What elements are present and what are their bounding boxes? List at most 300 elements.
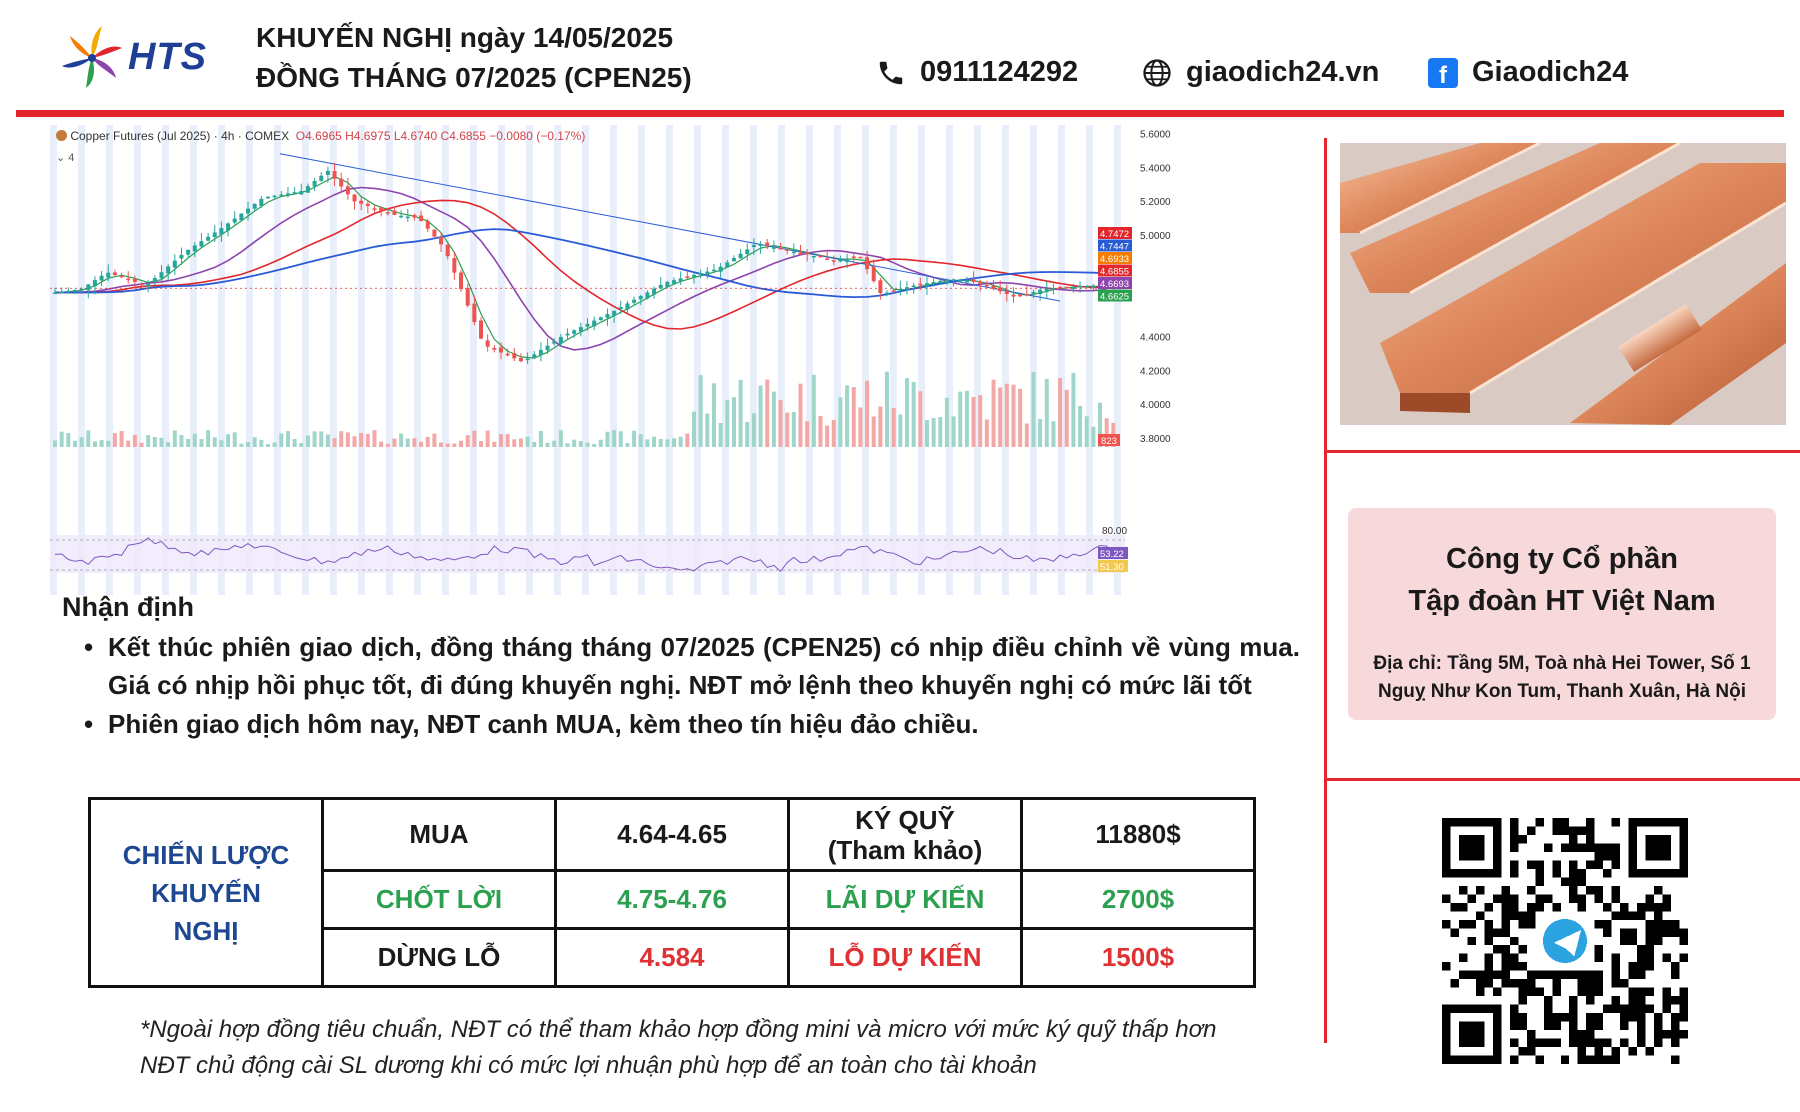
volume-bar: [472, 431, 476, 447]
price-tick: 5.0000: [1140, 231, 1171, 242]
candle-body: [952, 279, 956, 281]
volume-bar: [925, 420, 929, 447]
candle-body: [679, 278, 683, 281]
copper-bars-image: [1340, 143, 1786, 425]
candle-body: [625, 303, 629, 309]
volume-bar: [366, 434, 370, 447]
analysis-list: [78, 628, 1300, 744]
volume-bar: [832, 420, 836, 447]
volume-bar: [998, 388, 1002, 447]
price-label: 4.6855: [1100, 266, 1130, 278]
candle-body: [326, 171, 330, 175]
volume-bar: [985, 420, 989, 447]
chart-ohlc: O4.6965 H4.6975 L4.6740 C4.6855 −0.0080 (−0.17%): [295, 129, 586, 143]
candle-body: [146, 284, 150, 287]
volume-bar: [918, 391, 922, 447]
candle-body: [878, 280, 882, 293]
candle-body: [685, 276, 689, 278]
candle-body: [206, 237, 210, 241]
candle-body: [199, 241, 203, 247]
volume-bar: [699, 375, 703, 447]
candle-body: [838, 260, 842, 262]
take-profit-price: 4.75-4.76: [556, 871, 789, 929]
candle-body: [1051, 288, 1055, 290]
side-divider: [1324, 138, 1327, 1043]
candle-body: [459, 272, 463, 289]
company-address: [1360, 650, 1764, 706]
volume-bar: [712, 383, 716, 447]
volume-bar: [359, 433, 363, 447]
price-chart: [50, 125, 1300, 595]
facebook-icon: f: [1428, 58, 1458, 88]
candle-body: [579, 327, 583, 332]
chart-symbol-text: Copper Futures (Jul 2025) · 4h · COMEX: [70, 129, 290, 143]
candle-body: [140, 284, 144, 286]
candle-body: [333, 171, 337, 179]
price-tick: 4.0000: [1140, 400, 1171, 412]
volume-bar: [958, 392, 962, 447]
candle-body: [605, 314, 609, 318]
volume-bar: [1012, 385, 1016, 447]
price-tick: 5.4000: [1140, 163, 1171, 175]
volume-bar: [379, 442, 383, 447]
volume-bar: [459, 441, 463, 447]
candle-body: [818, 255, 822, 257]
report-title: KHUYẾN NGHỊ ngày 14/05/2025: [256, 22, 674, 53]
candle-body: [665, 282, 669, 287]
candle-body: [373, 208, 377, 210]
phone-icon: [876, 58, 906, 88]
volume-bar: [213, 437, 217, 447]
candle-body: [865, 257, 869, 269]
volume-bar: [273, 442, 277, 447]
volume-bar: [652, 437, 656, 447]
candle-body: [526, 359, 530, 361]
volume-bar: [812, 375, 816, 447]
volume-bar: [246, 442, 250, 447]
candle-body: [193, 245, 197, 251]
volume-bar: [60, 432, 64, 447]
candle-body: [1018, 294, 1022, 296]
candle-body: [905, 287, 909, 290]
volume-bar: [532, 442, 536, 447]
candle-body: [439, 237, 443, 245]
volume-bar: [605, 432, 609, 447]
volume-bar: [219, 440, 223, 447]
candle-body: [412, 215, 416, 218]
candle-body: [219, 228, 223, 234]
volume-bar: [173, 430, 177, 447]
candle-body: [1058, 287, 1062, 289]
volume-bar: [133, 435, 137, 447]
volume-bar: [592, 444, 596, 447]
volume-bar: [392, 439, 396, 447]
volume-bar: [619, 431, 623, 447]
candle-body: [239, 214, 243, 221]
candle-body: [546, 346, 550, 351]
footnote-line2: NĐT chủ động cài SL dương khi có mức lợi nhuận phù hợp để an toàn cho tài khoản: [140, 1052, 1037, 1079]
candle-body: [353, 195, 357, 202]
volume-bar: [872, 416, 876, 447]
candle-body: [739, 254, 743, 259]
strategy-table: [88, 797, 1256, 988]
volume-bar: [166, 442, 170, 447]
volume-bar: [466, 435, 470, 447]
candle-body: [80, 289, 84, 291]
volume-bar: [306, 436, 310, 447]
volume-bar: [492, 442, 496, 447]
candle-body: [1005, 291, 1009, 294]
volume-bar: [506, 434, 510, 447]
analysis-heading: Nhận định: [62, 592, 194, 622]
candle-body: [379, 208, 383, 211]
candle-body: [692, 275, 696, 277]
candle-body: [299, 191, 303, 194]
candle-body: [745, 249, 749, 254]
volume-bar: [645, 439, 649, 447]
candle-body: [566, 334, 570, 336]
company-name: [1348, 538, 1776, 622]
candle-body: [1031, 292, 1035, 294]
candle-body: [466, 288, 470, 306]
candle-body: [133, 279, 137, 282]
buy-action: MUA: [323, 799, 556, 871]
volume-bar: [878, 407, 882, 447]
candle-body: [719, 267, 723, 272]
volume-bar: [526, 437, 530, 447]
stop-loss-action: DỪNG LỖ: [323, 929, 556, 987]
volume-bar: [759, 386, 763, 447]
candle-body: [100, 276, 104, 281]
volume-bar: [1031, 372, 1035, 447]
candle-body: [166, 266, 170, 273]
volume-bar: [852, 387, 856, 447]
volume-bar: [659, 439, 663, 447]
candle-body: [479, 321, 483, 339]
candle-body: [66, 291, 70, 293]
candle-body: [306, 186, 310, 193]
volume-bar: [399, 434, 403, 447]
price-tick: 5.2000: [1140, 197, 1171, 209]
volume-bar: [1051, 421, 1055, 447]
facebook-link[interactable]: [1428, 56, 1628, 89]
volume-bar: [965, 391, 969, 447]
candle-body: [346, 186, 350, 194]
volume-bar: [373, 430, 377, 447]
candle-body: [965, 281, 969, 283]
indicator-count: 4: [68, 152, 75, 164]
volume-bar: [293, 439, 297, 447]
candle-body: [705, 271, 709, 275]
side-divider-1: [1327, 450, 1800, 453]
candle-body: [552, 341, 556, 343]
company-address-line1: Địa chỉ: Tầng 5M, Toà nhà Hei Tower, Số 1: [1373, 653, 1751, 674]
candle-body: [938, 281, 942, 283]
candle-body: [366, 204, 370, 206]
candle-body: [313, 181, 317, 187]
volume-bar: [153, 437, 157, 447]
volume-bar: [353, 436, 357, 447]
volume-bar: [725, 400, 729, 447]
candle-body: [732, 258, 736, 261]
facebook-text: Giaodich24: [1472, 56, 1629, 88]
volume-bar: [938, 417, 942, 447]
candle-body: [1071, 286, 1075, 289]
logo-text: HTS: [128, 36, 207, 78]
volume-bar: [406, 438, 410, 447]
candle-body: [645, 292, 649, 298]
volume-bar: [772, 392, 776, 447]
volume-bar: [779, 400, 783, 447]
price-tick: 4.4000: [1140, 332, 1171, 344]
candle-body: [772, 247, 776, 249]
candle-body: [672, 280, 676, 284]
volume-bar: [765, 380, 769, 447]
candle-body: [885, 293, 889, 295]
volume-bar: [898, 414, 902, 447]
volume-bar: [599, 440, 603, 447]
volume-bar: [612, 430, 616, 447]
qr-code[interactable]: [1442, 818, 1688, 1064]
volume-bar: [785, 413, 789, 447]
volume-bar: [113, 433, 117, 447]
volume-bar: [339, 431, 343, 447]
candle-body: [492, 348, 496, 350]
candle-body: [918, 284, 922, 286]
volume-bar: [179, 435, 183, 447]
expected-profit-label: LÃI DỰ KIẾN: [789, 871, 1022, 929]
volume-bar: [1005, 384, 1009, 447]
volume-bar: [805, 421, 809, 447]
candle-body: [499, 348, 503, 353]
volume-bar: [452, 444, 456, 447]
price-label: 4.6625: [1100, 291, 1130, 303]
chart-symbol: [56, 129, 585, 143]
candle-body: [486, 340, 490, 346]
volume-bar: [845, 385, 849, 447]
volume-bar: [160, 438, 164, 447]
volume-bar: [386, 444, 390, 447]
candle-body: [472, 304, 476, 322]
volume-bar: [685, 434, 689, 447]
candle-body: [639, 296, 643, 299]
volume-bar: [106, 441, 110, 447]
candle-body: [179, 255, 183, 259]
candle-body: [992, 285, 996, 288]
volume-bar: [752, 413, 756, 447]
candle-body: [60, 292, 64, 294]
volume-bar: [1038, 419, 1042, 447]
candle-body: [86, 284, 90, 290]
margin-label: KÝ QUỸ (Tham khảo): [789, 799, 1022, 871]
candle-body: [1038, 290, 1042, 294]
candle-body: [173, 261, 177, 268]
expected-profit-amount: 2700$: [1022, 871, 1255, 929]
volume-bar: [672, 438, 676, 447]
volume-bar: [625, 443, 629, 447]
volume-bar: [992, 380, 996, 447]
volume-bar: [486, 430, 490, 447]
candle-body: [845, 259, 849, 262]
volume-bar: [566, 443, 570, 447]
price-tick: 4.2000: [1140, 366, 1171, 378]
volume-bar: [233, 432, 237, 447]
candle-body: [925, 283, 929, 286]
candle-body: [725, 262, 729, 267]
candle-body: [1065, 287, 1069, 289]
candle-body: [832, 260, 836, 262]
candle-body: [233, 219, 237, 223]
candle-body: [932, 282, 936, 284]
stop-loss-price: 4.584: [556, 929, 789, 987]
candle-body: [286, 193, 290, 195]
volume-bar: [719, 423, 723, 447]
candle-body: [73, 290, 77, 292]
price-label: 4.6693: [1100, 279, 1130, 290]
candle-body: [293, 192, 297, 194]
candle-body: [985, 285, 989, 287]
candle-body: [419, 216, 423, 221]
volume-bar: [692, 412, 696, 447]
candle-body: [659, 285, 663, 289]
volume-bar: [1071, 373, 1075, 447]
candle-body: [446, 245, 450, 256]
candle-body: [399, 216, 403, 218]
volume-bar: [739, 380, 743, 447]
volume-bar: [439, 443, 443, 447]
candle-body: [93, 280, 97, 286]
globe-icon: [1142, 58, 1172, 88]
candle-body: [805, 252, 809, 254]
volume-bar: [259, 440, 263, 447]
volume-bar: [1065, 390, 1069, 447]
volume-bar: [479, 441, 483, 447]
volume-bar: [705, 414, 709, 447]
candle-body: [359, 201, 363, 204]
volume-bar: [799, 384, 803, 447]
candle-body: [426, 221, 430, 229]
volume-bar: [73, 441, 77, 447]
website-link[interactable]: [1142, 56, 1379, 89]
candle-body: [259, 199, 263, 206]
candle-body: [386, 212, 390, 214]
company-name-line1: Công ty Cổ phần: [1446, 543, 1678, 575]
volume-bar: [432, 434, 436, 447]
candle-body: [126, 279, 130, 281]
candle-body: [160, 272, 164, 278]
price-tick: 5.6000: [1140, 129, 1171, 141]
chevron-down-icon: ⌄: [56, 152, 66, 164]
volume-bar: [1085, 416, 1089, 447]
volume-bar: [818, 416, 822, 447]
volume-bar: [239, 444, 243, 447]
candle-body: [512, 353, 516, 358]
candle-body: [113, 272, 117, 275]
volume-bar: [206, 430, 210, 447]
volume-bar: [226, 434, 230, 447]
candle-body: [972, 279, 976, 282]
candle-body: [120, 276, 124, 278]
footnote-line1: *Ngoài hợp đồng tiêu chuẩn, NĐT có thể tham khảo hợp đồng mini và micro với mức ký quỹ thấp hơn: [140, 1016, 1217, 1043]
candle-body: [799, 253, 803, 255]
candle-body: [519, 358, 523, 361]
candle-body: [892, 290, 896, 292]
candle-body: [945, 280, 949, 283]
candle-body: [253, 204, 257, 209]
volume-bar: [126, 441, 130, 447]
table-row-buy: [90, 799, 1255, 871]
candle-body: [532, 354, 536, 358]
take-profit-action: CHỐT LỜI: [323, 871, 556, 929]
candle-body: [213, 232, 217, 237]
price-label: 4.6933: [1100, 254, 1130, 265]
candle-body: [1012, 295, 1016, 297]
volume-bar: [519, 439, 523, 447]
volume-bar: [253, 437, 257, 447]
volume-bar: [932, 418, 936, 447]
margin-amount: 11880$: [1022, 799, 1255, 871]
candle-body: [759, 244, 763, 246]
volume-bar: [1025, 424, 1029, 447]
candle-body: [53, 293, 57, 295]
candle-body: [559, 337, 563, 344]
volume-bar: [905, 378, 909, 447]
volume-bar: [732, 397, 736, 447]
volume-label: 823: [1101, 436, 1117, 447]
company-address-line2: Nguỵ Như Kon Tum, Thanh Xuân, Hà Nội: [1377, 681, 1747, 702]
candle-body: [1025, 294, 1029, 296]
volume-bar: [1018, 389, 1022, 447]
volume-bar: [66, 433, 70, 447]
volume-bar: [346, 432, 350, 447]
volume-bar: [572, 440, 576, 447]
volume-bar: [266, 444, 270, 447]
volume-bar: [499, 434, 503, 447]
volume-bar: [639, 434, 643, 447]
candle-body: [1091, 286, 1095, 288]
candle-body: [998, 288, 1002, 292]
volume-bar: [1045, 379, 1049, 447]
candle-body: [592, 321, 596, 327]
analysis-point-1: • Kết thúc phiên giao dịch, đồng tháng tháng 07/2025 (CPEN25) có nhịp điều chỉnh về vùng mua. Giá có nhịp hồi phục tốt, đi đúng khuyến nghị. NĐT mở lệnh theo khuyến nghị có mức lãi tốt: [78, 628, 1300, 704]
candle-body: [432, 230, 436, 237]
phone-contact[interactable]: [876, 56, 1078, 89]
phone-number: 0911124292: [920, 56, 1079, 88]
volume-bar: [972, 397, 976, 447]
volume-bar: [193, 434, 197, 447]
volume-bar: [286, 431, 290, 447]
volume-bar: [679, 437, 683, 447]
price-tick: 3.8000: [1140, 434, 1171, 446]
candle-body: [319, 176, 323, 181]
volume-bar: [579, 441, 583, 447]
volume-bar: [100, 440, 104, 447]
volume-bar: [80, 437, 84, 447]
candle-body: [1078, 286, 1082, 288]
candle-body: [779, 248, 783, 250]
volume-bar: [865, 381, 869, 447]
candle-body: [226, 223, 230, 230]
volume-bar: [419, 442, 423, 447]
volume-bar: [952, 416, 956, 447]
copper-symbol-icon: [56, 130, 67, 141]
candle-body: [619, 307, 623, 309]
chart-indicator-toggle[interactable]: [56, 151, 74, 164]
candle-body: [392, 211, 396, 215]
candle-body: [852, 256, 856, 258]
volume-bar: [838, 397, 842, 447]
volume-bar: [140, 443, 144, 447]
